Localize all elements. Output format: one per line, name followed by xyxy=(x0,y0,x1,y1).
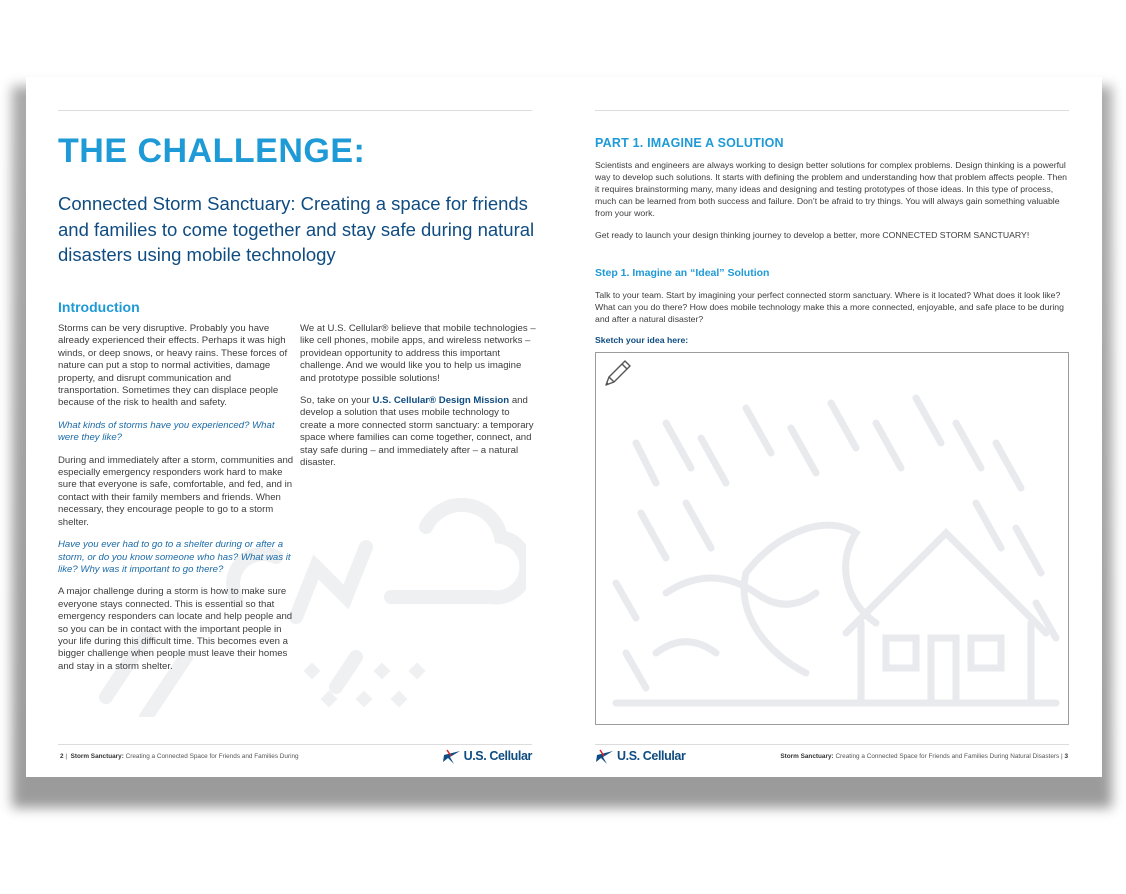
star-logo-icon xyxy=(442,747,462,765)
bottom-rule xyxy=(595,744,1069,745)
right-footer: Storm Sanctuary: Creating a Connected Space for Friends and Families During Natural Disasters | 3 xyxy=(780,753,1068,760)
star-logo-icon xyxy=(595,747,615,765)
design-mission-link[interactable]: U.S. Cellular® Design Mission xyxy=(372,395,510,407)
question-prompt: Have you ever had to go to a shelter during or after a storm, or do you know someone who has? What was it like? Why was it important to go there? xyxy=(58,539,291,575)
mission-text-pre: So, take on your xyxy=(300,395,373,407)
launch-text: Get ready to launch your design thinking journey to develop a better, more CONNECTED STORM SANCTUARY! xyxy=(595,230,1030,240)
footer-text: Creating a Connected Space for Friends and Families During xyxy=(125,753,299,760)
pencil-icon xyxy=(600,357,634,391)
footer-bold: Storm Sanctuary: xyxy=(70,753,124,760)
storm-house-illustration xyxy=(596,353,1069,725)
bottom-rule xyxy=(58,744,532,745)
question-prompt: What kinds of storms have you experienced? What were they like? xyxy=(58,419,275,444)
footer-bold: Storm Sanctuary: xyxy=(780,753,834,760)
intro-paragraph: Storms can be very disruptive. Probably you have already experienced their effects. Perhaps it was high winds, or deep snows, or heavy rains. These forces of nature can put a stop to normal activities, damage property, and disrupt communication and transportation. Sometimes they can displace people because of the risk to health and safety. xyxy=(58,323,288,409)
intro-paragraph: We at U.S. Cellular® believe that mobile technologies – like cell phones, mobile apps, and wireless networks – providean opportunity to address this important challenge. And we would like you to help us imagine and prototype possible solutions! xyxy=(300,323,536,384)
challenge-subtitle: Connected Storm Sanctuary: Creating a space for friends and families to come together and stay safe during natural disasters using mobile technology xyxy=(58,193,535,265)
intro-paragraph: During and immediately after a storm, communities and especially emergency responders work hard to make sure that everyone is safe, comfortable, and fed, and in contact with their family members and friends. When necessary, they encourage people to go to a storm shelter. xyxy=(58,454,294,528)
us-cellular-logo xyxy=(595,747,685,765)
logo-text: U.S. Cellular xyxy=(463,749,532,763)
left-footer: 2 | Storm Sanctuary: Creating a Connected Space for Friends and Families During xyxy=(60,753,299,760)
mission-paragraph xyxy=(300,395,536,469)
left-page xyxy=(26,77,564,777)
challenge-title: THE CHALLENGE: xyxy=(58,132,366,170)
top-rule xyxy=(58,110,532,111)
page-number: 3 xyxy=(1064,753,1068,760)
page-number: 2 xyxy=(60,753,64,760)
sketch-area[interactable] xyxy=(595,352,1069,725)
step-title: Step 1. Imagine an “Ideal” Solution xyxy=(595,267,770,279)
document-spread xyxy=(26,77,1102,777)
intro-column-1 xyxy=(58,323,294,683)
introduction-heading: Introduction xyxy=(58,299,140,315)
footer-text: Creating a Connected Space for Friends and Families During Natural Disasters xyxy=(835,753,1060,760)
top-rule xyxy=(595,110,1069,111)
intro-column-2 xyxy=(300,323,536,479)
mission-text-post: and develop a solution that uses mobile technology to create a more connected storm sanctuary: a temporary space where families can come together, connect, and stay safe during – and immediately after – a natural disaster. xyxy=(300,395,534,469)
intro-paragraph: A major challenge during a storm is how to make sure everyone stays connected. This is essential so that emergency responders can locate and help people and so you can be in contact with the important people in your life during this difficult time. This becomes even a bigger challenge when people must leave their homes and stay in a storm shelter. xyxy=(58,586,293,672)
sketch-label: Sketch your idea here: xyxy=(595,335,689,345)
right-page xyxy=(564,77,1102,777)
part-title: PART 1. IMAGINE A SOLUTION xyxy=(595,136,784,150)
logo-text: U.S. Cellular xyxy=(617,749,686,763)
part-intro-text: Scientists and engineers are always working to design better solutions for complex problems. Design thinking is a powerful way to develop such solutions. It starts with defining the problem and understanding how that problem affects people. Then it requires brainstorming many, many ideas and designing and testing prototypes of those ideas. In this type of process, much can be learned from both success and failure. Don’t be afraid to try things. You will always gain something valuable from your work. xyxy=(595,160,1067,219)
step-text: Talk to your team. Start by imagining your perfect connected storm sanctuary. Where is it located? What does it look like? What can you do there? How does mobile technology make this a more connected, enjoyable, and safe place to be during and after a natural disaster? xyxy=(595,290,1064,325)
us-cellular-logo xyxy=(442,747,532,765)
